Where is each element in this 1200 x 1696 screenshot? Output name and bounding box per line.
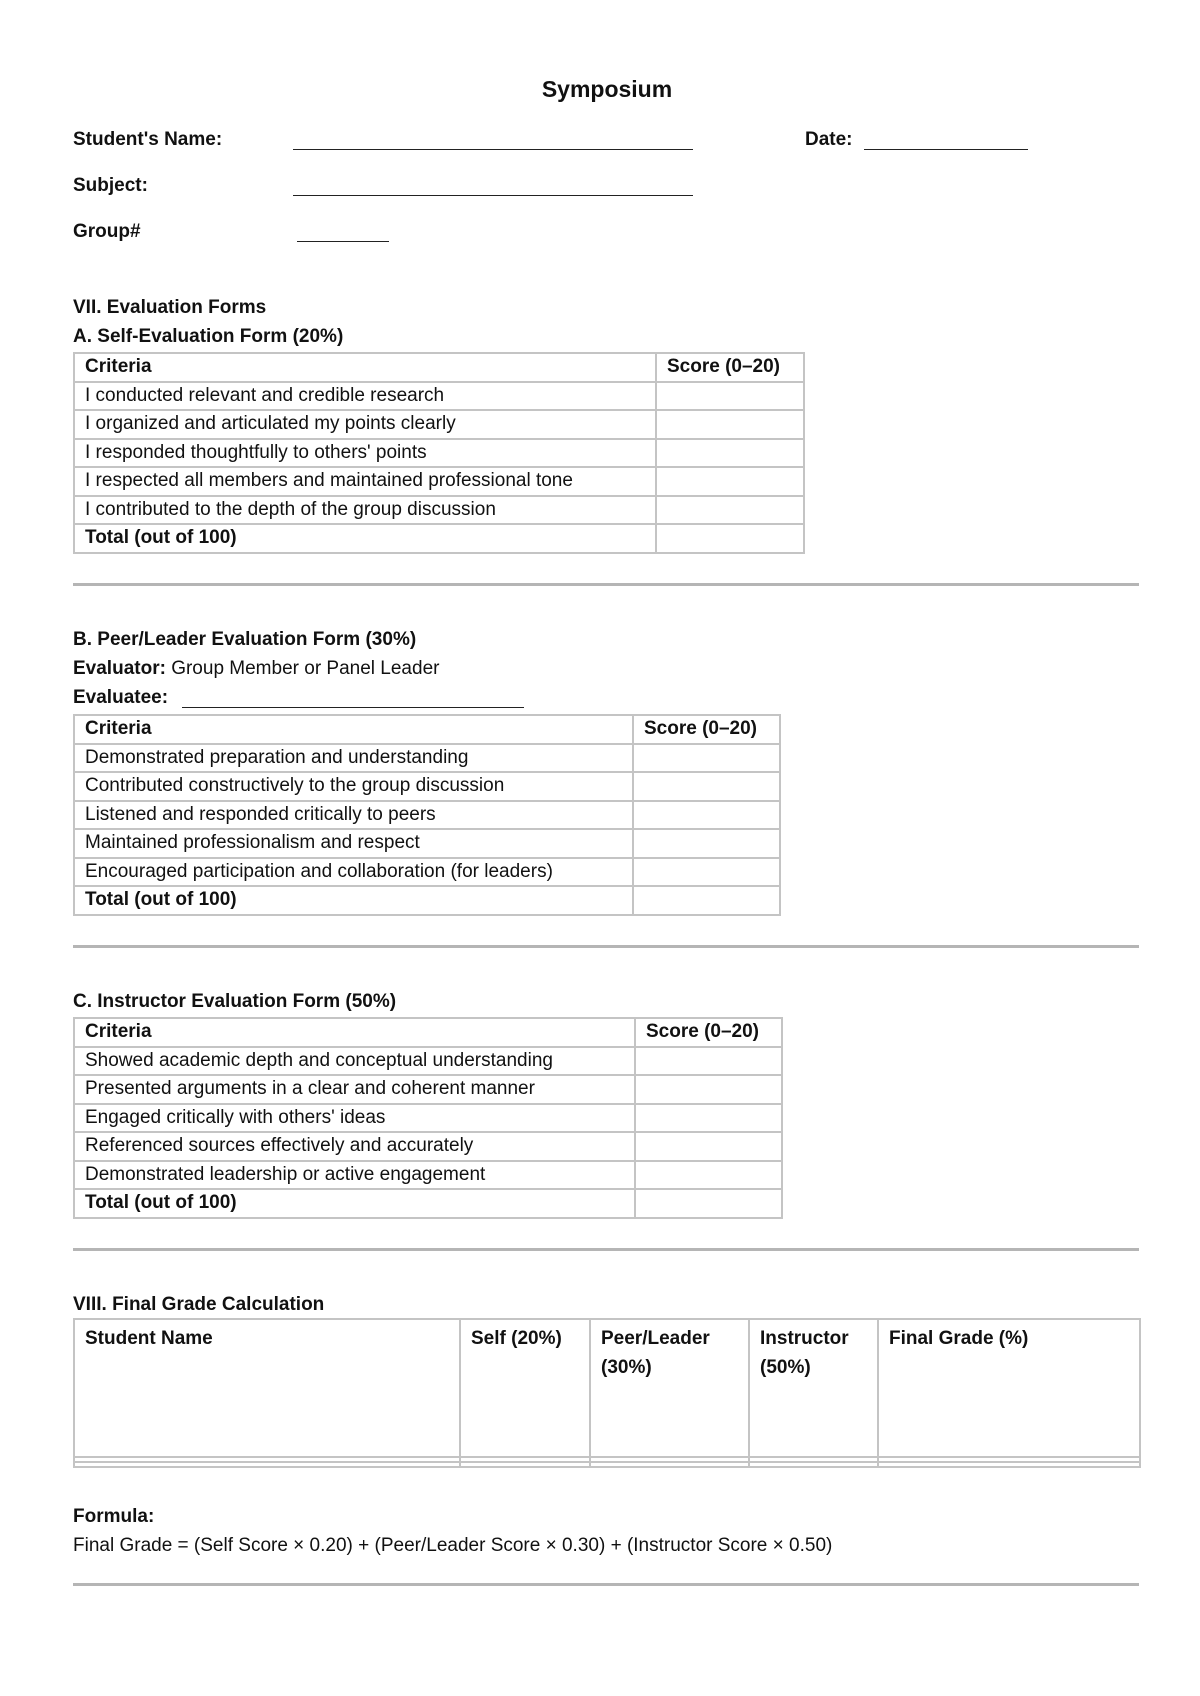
self-column[interactable]: Self (20%) bbox=[460, 1319, 590, 1457]
peer-form-heading: B. Peer/Leader Evaluation Form (30%) bbox=[73, 629, 417, 650]
score-cell[interactable] bbox=[635, 1104, 782, 1133]
score-header: Score (0–20) bbox=[633, 715, 780, 744]
table-row bbox=[74, 496, 804, 525]
table-row bbox=[74, 382, 804, 411]
instructor-evaluation-table bbox=[73, 1017, 783, 1219]
total-row bbox=[74, 886, 780, 915]
evaluatee-label: Evaluatee: bbox=[73, 687, 169, 708]
criteria-cell: Encouraged participation and collaboration (for leaders) bbox=[74, 858, 633, 887]
section-7-heading: VII. Evaluation Forms bbox=[73, 297, 267, 318]
table-row bbox=[74, 1075, 782, 1104]
subject-label: Subject: bbox=[73, 175, 148, 196]
table-row bbox=[74, 439, 804, 468]
score-cell[interactable] bbox=[656, 439, 804, 468]
section-divider bbox=[73, 945, 1139, 948]
criteria-cell: I organized and articulated my points clearly bbox=[74, 410, 656, 439]
criteria-header: Criteria bbox=[74, 715, 633, 744]
criteria-cell: I respected all members and maintained professional tone bbox=[74, 467, 656, 496]
score-cell[interactable] bbox=[633, 829, 780, 858]
criteria-cell: Presented arguments in a clear and coherent manner bbox=[74, 1075, 635, 1104]
student-name-field[interactable] bbox=[293, 149, 693, 150]
empty-cell[interactable] bbox=[74, 1462, 460, 1467]
criteria-cell: Demonstrated preparation and understanding bbox=[74, 744, 633, 773]
score-header: Score (0–20) bbox=[656, 353, 804, 382]
table-row bbox=[74, 1161, 782, 1190]
score-cell[interactable] bbox=[633, 772, 780, 801]
final-grade-heading: VIII. Final Grade Calculation bbox=[73, 1294, 325, 1315]
score-cell[interactable] bbox=[635, 1047, 782, 1076]
score-cell[interactable] bbox=[635, 1161, 782, 1190]
section-divider bbox=[73, 583, 1139, 586]
total-score-cell[interactable] bbox=[635, 1189, 782, 1218]
total-score-cell[interactable] bbox=[633, 886, 780, 915]
document-title: Symposium bbox=[541, 76, 673, 102]
criteria-cell: I responded thoughtfully to others' points bbox=[74, 439, 656, 468]
table-row bbox=[74, 1047, 782, 1076]
instructor-form-heading: C. Instructor Evaluation Form (50%) bbox=[73, 991, 397, 1012]
date-label: Date: bbox=[805, 129, 853, 150]
score-cell[interactable] bbox=[656, 410, 804, 439]
criteria-header: Criteria bbox=[74, 353, 656, 382]
formula-label: Formula: bbox=[73, 1506, 155, 1527]
student-name-label: Student's Name: bbox=[73, 129, 223, 150]
date-field[interactable] bbox=[864, 149, 1028, 150]
section-divider bbox=[73, 1583, 1139, 1586]
table-row bbox=[74, 858, 780, 887]
peer-leader-column[interactable]: Peer/Leader (30%) bbox=[590, 1319, 749, 1457]
evaluatee-field[interactable] bbox=[182, 707, 524, 708]
group-label: Group# bbox=[73, 221, 141, 242]
table-header-row bbox=[74, 715, 780, 744]
total-label: Total (out of 100) bbox=[74, 1189, 635, 1218]
score-cell[interactable] bbox=[633, 744, 780, 773]
grade-row bbox=[74, 1319, 1140, 1457]
self-evaluation-table bbox=[73, 352, 805, 554]
table-row bbox=[74, 1132, 782, 1161]
criteria-cell: Listened and responded critically to peers bbox=[74, 801, 633, 830]
score-cell[interactable] bbox=[633, 858, 780, 887]
section-divider bbox=[73, 1248, 1139, 1251]
criteria-cell: Referenced sources effectively and accurately bbox=[74, 1132, 635, 1161]
subject-field[interactable] bbox=[293, 195, 693, 196]
table-row bbox=[74, 829, 780, 858]
empty-cell[interactable] bbox=[460, 1462, 590, 1467]
criteria-cell: Demonstrated leadership or active engagement bbox=[74, 1161, 635, 1190]
score-cell[interactable] bbox=[635, 1075, 782, 1104]
criteria-cell: Contributed constructively to the group discussion bbox=[74, 772, 633, 801]
empty-cell[interactable] bbox=[749, 1462, 878, 1467]
total-label: Total (out of 100) bbox=[74, 886, 633, 915]
score-cell[interactable] bbox=[635, 1132, 782, 1161]
table-header-row bbox=[74, 353, 804, 382]
evaluator-label: Evaluator: bbox=[73, 658, 166, 679]
total-row bbox=[74, 524, 804, 553]
score-cell[interactable] bbox=[633, 801, 780, 830]
criteria-cell: I conducted relevant and credible research bbox=[74, 382, 656, 411]
total-row bbox=[74, 1189, 782, 1218]
formula-text: Final Grade = (Self Score × 0.20) + (Peer/Leader Score × 0.30) + (Instructor Score × 0.50) bbox=[73, 1535, 833, 1556]
group-field[interactable] bbox=[297, 241, 389, 242]
total-label: Total (out of 100) bbox=[74, 524, 656, 553]
peer-evaluation-table bbox=[73, 714, 781, 916]
grade-row-empty bbox=[74, 1462, 1140, 1467]
score-cell[interactable] bbox=[656, 496, 804, 525]
table-row bbox=[74, 1104, 782, 1133]
final-grade-table bbox=[73, 1318, 1141, 1468]
criteria-cell: I contributed to the depth of the group discussion bbox=[74, 496, 656, 525]
final-grade-column[interactable]: Final Grade (%) bbox=[878, 1319, 1140, 1457]
score-cell[interactable] bbox=[656, 382, 804, 411]
criteria-cell: Showed academic depth and conceptual understanding bbox=[74, 1047, 635, 1076]
criteria-header: Criteria bbox=[74, 1018, 635, 1047]
empty-cell[interactable] bbox=[590, 1462, 749, 1467]
table-header-row bbox=[74, 1018, 782, 1047]
table-row bbox=[74, 744, 780, 773]
instructor-column[interactable]: Instructor (50%) bbox=[749, 1319, 878, 1457]
self-form-heading: A. Self-Evaluation Form (20%) bbox=[73, 326, 344, 347]
student-name-column[interactable]: Student Name bbox=[74, 1319, 460, 1457]
table-row bbox=[74, 467, 804, 496]
criteria-cell: Engaged critically with others' ideas bbox=[74, 1104, 635, 1133]
evaluator-value: Group Member or Panel Leader bbox=[171, 658, 440, 679]
evaluator-line bbox=[73, 658, 439, 680]
empty-cell[interactable] bbox=[878, 1462, 1140, 1467]
total-score-cell[interactable] bbox=[656, 524, 804, 553]
table-row bbox=[74, 410, 804, 439]
criteria-cell: Maintained professionalism and respect bbox=[74, 829, 633, 858]
score-cell[interactable] bbox=[656, 467, 804, 496]
score-header: Score (0–20) bbox=[635, 1018, 782, 1047]
table-row bbox=[74, 772, 780, 801]
table-row bbox=[74, 801, 780, 830]
